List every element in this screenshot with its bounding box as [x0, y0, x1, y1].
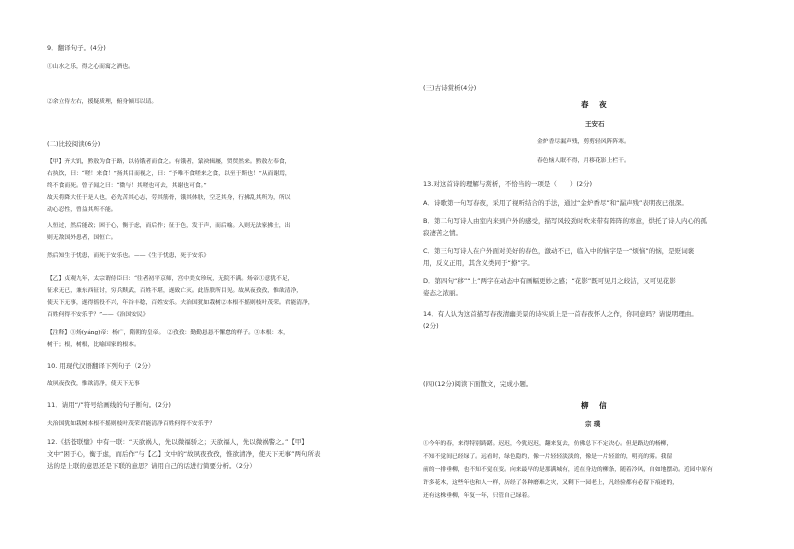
- yi-line: 征求无已，兼东西征讨，穷兵黩武，百姓不堪，遂致亡灭。此皆朕所目见。故夙夜孜孜，惟欲清净，: [47, 288, 303, 294]
- note-line: 树干；根，树根，比喻国家的根本。: [47, 342, 140, 348]
- jia-line: 人恒过，然后能改；困于心，衡于虑，而后作；征于色，发于声，而后喻。入则无法家拂士，出: [47, 223, 291, 229]
- jia-line: 则无敌国外患者，国恒亡。: [47, 235, 117, 241]
- question-9-sentence-2: ②余立侍左右，援疑质理，俯身倾耳以请。: [47, 99, 158, 105]
- note-line: 【注释】①炀(yáng)帝：杨广，隋朝的皇帝。 ②孜孜：勤勤恳恳不懈怠的样子。③本根：本，: [47, 330, 289, 336]
- poem-line-2: 春色恼人眠不得，月移花影上栏干。: [537, 158, 630, 164]
- question-13: 13.对这首诗的理解与赏析，不恰当的一项是（ ）(2分): [423, 180, 593, 188]
- jia-line: 右执饮，曰：“嗟！来食！”扬其目而视之，曰：“予唯不食嗟来之食，以至于斯也！”从而谢焉，: [47, 171, 291, 177]
- option-a: A．诗歌第一句写春夜，采用了视听结合的手法，通过“金炉香尽”和“漏声残”表明夜已很深。: [423, 199, 688, 207]
- essay-author: 宗 璞: [585, 420, 601, 428]
- option-c-line: 用，反义正用，其含义类同于“撩”字。: [423, 259, 534, 267]
- question-14-line: (2分): [423, 322, 439, 330]
- section-3-heading: (三)古诗赏析(4分): [423, 84, 477, 92]
- jia-line: 然后知生于忧患，而死于安乐也。——《生于忧患，死于安乐》: [47, 253, 210, 259]
- jia-line: 动心忍性，曾益其所不能。: [47, 207, 117, 213]
- yi-line: 使天下无事，遂得徭役不兴，年谷丰稔，百姓安乐。夫治国犹如栽树②本根不摇则枝叶茂荣。君能清净，: [47, 300, 314, 306]
- question-9: 9．翻译句子。(4分): [47, 44, 106, 52]
- option-b-line: 寂凄苦之情。: [423, 229, 462, 237]
- question-9-sentence-1: ①山水之乐，得之心而寓之酒也。: [47, 64, 134, 70]
- essay-line: 还有这株垂柳，年复一年，只管自己绿着。: [423, 493, 534, 499]
- poem-author: 王安石: [585, 120, 605, 128]
- jia-line: 【甲】齐大饥，黔敖为食于路，以待饿者而食之。有饿者，蒙袂辑屦，贸贸然来。黔敖左奉食，: [47, 159, 291, 165]
- yi-line: 百姓何得不安乐乎？”——《治国安民》: [47, 312, 149, 318]
- option-d-line: D．第四句“移”“上”两字在动态中有画幅更妙之感；“花影”既可见月之皎洁，又可见花影: [423, 277, 676, 285]
- question-12-line: 达的是上联的意思还是下联的意思？请用自己的话进行简要分析。（2分）: [47, 462, 256, 470]
- essay-line: ①今年的春，来得特别踌躇。迟迟，今犹迟迟，翻来复去，仿佛总下不定决心。但是路边的杨柳，: [423, 441, 673, 447]
- question-10: 10. 用现代汉语翻译下列句子（2分）: [47, 362, 155, 370]
- question-11-sentence: 夫治国犹如栽树本根不摇则枝叶茂荣君能清净百姓何得不安乐乎？: [47, 421, 216, 427]
- yi-line: 【乙】贞观九年，太宗谓侍臣曰：“往者初平京师，宫中美女珍玩，无院不满。炀帝①意犹不足，: [47, 276, 294, 282]
- question-14-line: 14．有人认为这首描写春夜清幽美景的诗实质上是一首春夜怀人之作，你同意吗？请说明理由。: [423, 310, 698, 318]
- option-d-line: 姿态之浓丽。: [423, 289, 462, 297]
- essay-line: 前的一排垂柳，也不知不觉在变。向来最早的是那满城有，近在身边的柳条，随着冷风，自如地摆动。近园中原有: [423, 467, 713, 473]
- section-4-heading: (四)(12分)阅读下面散文，完成小题。: [423, 380, 533, 388]
- option-b-line: B．第二句写诗人由室内来到户外的感受，描写风较劲时吹来带有阵阵的寒意，烘托了诗人内心的孤: [423, 217, 707, 225]
- poem-title: 春 夜: [581, 100, 611, 109]
- question-12-line: 文中“困于心，衡于虑，而后作”与【乙】文中的“故夙夜孜孜，惟欲清净，使天下无事”两句所表: [47, 450, 321, 458]
- poem-line-1: 金炉香尽漏声残，剪剪轻风阵阵寒。: [537, 139, 630, 145]
- essay-line: 许多花木，这些年也和人一样，历经了各种磨难之灾，又剩下一园老上，凡经验都有必留下痕迹的，: [423, 480, 679, 486]
- question-10-sentence: 故夙夜孜孜，惟欲清净，使天下无事: [47, 381, 140, 387]
- question-12-line: 12.《括苍联璧》中有一联：“天欲祸人，先以微福骄之；天欲福人，先以微祸警之。”【甲】: [47, 438, 308, 446]
- jia-line: 故天将降大任于是人也，必先苦其心志，劳其筋骨，饿其体肤，空乏其身，行拂乱其所为，所以: [47, 195, 291, 201]
- option-c-line: C．第三句写诗人在户外面对美好的春色，激动不已，临入中的恼字是一“烦恼”的恼，是贬词褒: [423, 247, 695, 255]
- essay-line: 不知不觉间已经绿了。远看时，绿色隐约，像一片轻轻淡淡的，像是一片轻盈的，明亮的雾。我留: [423, 454, 673, 460]
- essay-title: 柳 信: [581, 401, 611, 410]
- question-11: 11．请用“/”符号给画线的句子断句。(2分): [47, 401, 171, 409]
- jia-line: 终不食而死。曾子闻之曰：“微与！其嗟也可去，其谢也可食。”: [47, 183, 207, 189]
- section-2-heading: (二)比较阅读(6分): [47, 140, 101, 148]
